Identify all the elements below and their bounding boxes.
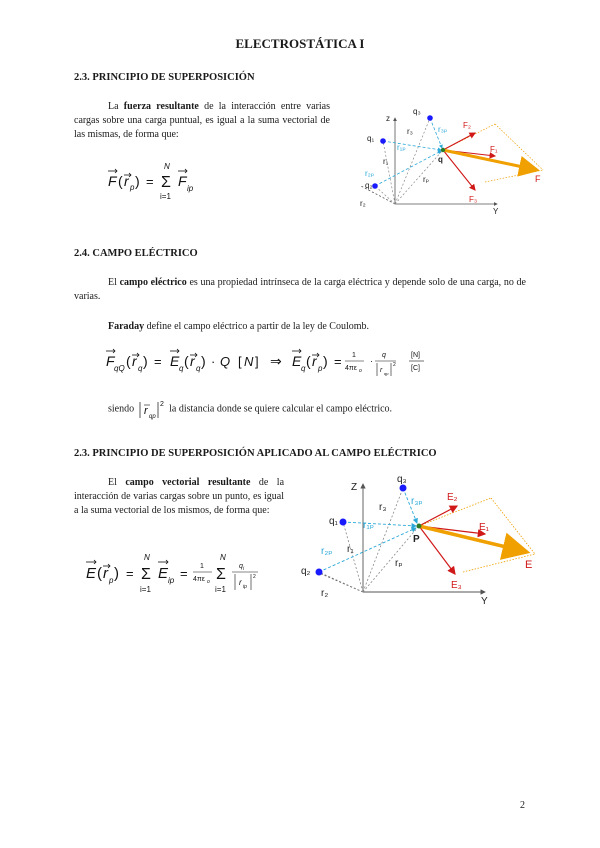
- label-r1p: r₁ₚ: [363, 520, 374, 531]
- svg-text:ip: ip: [187, 184, 194, 193]
- label-r1p: r₁ₚ: [397, 143, 406, 152]
- svg-text:N: N: [220, 553, 226, 562]
- svg-text:=: =: [146, 174, 154, 189]
- svg-text:r: r: [380, 367, 383, 374]
- svg-text:i=1: i=1: [160, 192, 171, 201]
- svg-text:1: 1: [200, 563, 204, 570]
- paragraph-faraday: Faraday define el campo eléctrico a partir de la ley de Coulomb.: [108, 321, 370, 332]
- units-numerator: [N]: [411, 352, 420, 359]
- label-r2p: r₂ₚ: [365, 169, 375, 178]
- label-f: F: [535, 174, 541, 184]
- charge-q1-dot: [340, 519, 347, 526]
- svg-text:·: ·: [211, 354, 216, 369]
- label-y: Y: [493, 207, 499, 216]
- section-heading-superposicion-campo: 2.3. PRINCIPIO DE SUPERPOSICIÓN APLICADO AL CAMPO ELÉCTRICO: [74, 448, 437, 459]
- label-q3: q₃: [397, 474, 407, 485]
- svg-text:Σ: Σ: [141, 566, 151, 583]
- svg-text:): ): [323, 353, 328, 369]
- diagram-fuerzas-superposicion: [355, 104, 545, 216]
- svg-text:r: r: [132, 353, 137, 369]
- section-heading-campo-electrico: 2.4. CAMPO ELÉCTRICO: [74, 248, 198, 259]
- label-r2: r₂: [360, 199, 366, 208]
- svg-text:o: o: [207, 579, 210, 585]
- label-e2: E₂: [447, 492, 458, 503]
- svg-text:q: q: [382, 352, 386, 359]
- charge-q2-dot: [372, 183, 378, 189]
- label-r1: r₁: [347, 544, 354, 555]
- label-r2: r₂: [321, 588, 329, 599]
- svg-text:4πε: 4πε: [193, 576, 205, 583]
- label-q1: q₁: [329, 516, 338, 527]
- svg-text:E: E: [158, 565, 169, 582]
- svg-text:): ): [201, 353, 206, 369]
- svg-text:(: (: [97, 565, 102, 582]
- svg-text:·: ·: [370, 356, 373, 366]
- label-r3: r₃: [379, 502, 387, 513]
- svg-text:ip: ip: [243, 584, 247, 590]
- charge-q2-dot: [316, 569, 323, 576]
- svg-text:Q: Q: [220, 354, 231, 369]
- svg-text:(: (: [126, 353, 131, 369]
- formula-modulo-r: [137, 398, 167, 420]
- svg-text:q: q: [196, 364, 201, 373]
- paragraph-campo-vectorial: El campo vectorial resultante de la interacción de varias cargas sobre un punto, es igual a la suma vectorial de los mismos, de forma que:: [74, 477, 285, 516]
- svg-text:r: r: [312, 353, 317, 369]
- formula-campo-coulomb: [104, 340, 444, 386]
- svg-text:r: r: [124, 173, 129, 189]
- svg-text:F: F: [178, 173, 187, 189]
- svg-text:ip: ip: [168, 576, 175, 585]
- svg-text:2: 2: [253, 574, 256, 580]
- svg-text:4πε: 4πε: [345, 365, 357, 372]
- svg-text:N: N: [164, 162, 170, 171]
- svg-text:E: E: [292, 353, 302, 369]
- svg-text:]: ]: [255, 354, 259, 369]
- svg-text:Σ: Σ: [216, 566, 226, 583]
- svg-text:2: 2: [159, 401, 164, 408]
- svg-text:i=1: i=1: [140, 585, 151, 594]
- label-y: Y: [481, 596, 488, 607]
- label-e3: E₃: [451, 580, 462, 591]
- label-r2p: r₂ₚ: [321, 546, 333, 557]
- label-f2: F₂: [463, 121, 471, 130]
- svg-text:[: [: [238, 354, 242, 369]
- formula-fuerza-suma: [104, 158, 224, 204]
- charge-q3-dot: [427, 115, 433, 121]
- svg-text:1: 1: [352, 352, 356, 359]
- svg-text:p: p: [109, 576, 114, 585]
- point-p-dot: [417, 524, 422, 529]
- svg-text:): ): [143, 353, 148, 369]
- svg-text:qp: qp: [384, 371, 389, 376]
- svg-text:=: =: [180, 566, 188, 581]
- svg-text:N: N: [244, 354, 254, 369]
- svg-text:=: =: [154, 354, 162, 369]
- svg-text:r: r: [103, 565, 108, 582]
- svg-text:F: F: [106, 353, 115, 369]
- svg-text:): ): [114, 565, 119, 582]
- label-f3: F₃: [469, 195, 478, 204]
- label-q3: q₃: [413, 107, 421, 116]
- label-q: q: [438, 155, 443, 164]
- formula-campo-suma: [84, 548, 284, 600]
- svg-text:(: (: [306, 353, 311, 369]
- svg-text:q: q: [179, 364, 184, 373]
- svg-text:F: F: [108, 173, 117, 189]
- svg-text:i=1: i=1: [215, 585, 226, 594]
- svg-text:q: q: [239, 563, 243, 570]
- label-z: z: [386, 114, 390, 123]
- svg-text:q: q: [138, 364, 143, 373]
- label-e: E: [525, 559, 533, 571]
- svg-text:E: E: [170, 353, 180, 369]
- svg-text:i: i: [243, 566, 245, 572]
- svg-text:⇒: ⇒: [270, 353, 282, 369]
- label-q2: q₂: [301, 566, 311, 577]
- svg-text:(: (: [184, 353, 189, 369]
- svg-text:p: p: [318, 364, 323, 373]
- svg-text:r: r: [190, 353, 195, 369]
- label-rp: rₚ: [395, 558, 403, 569]
- svg-text:=: =: [334, 354, 342, 369]
- svg-text:qQ: qQ: [114, 364, 125, 373]
- label-f1: F₁: [490, 145, 498, 154]
- charge-q3-dot: [400, 485, 407, 492]
- label-e1: E₁: [479, 522, 490, 533]
- svg-text:): ): [135, 173, 140, 189]
- units-denominator: [C]: [411, 365, 420, 372]
- svg-text:o: o: [359, 368, 362, 374]
- label-r3p: r₃ₚ: [438, 125, 448, 134]
- svg-text:Σ: Σ: [161, 174, 171, 191]
- svg-text:r: r: [143, 405, 148, 417]
- label-p: P: [413, 534, 420, 545]
- svg-text:=: =: [126, 566, 134, 581]
- charge-q1-dot: [380, 138, 386, 144]
- paragraph-fuerza-resultante: La fuerza resultante de la interacción entre varias cargas sobre una carga puntual, es igual a la suma vectorial de las mismas, de forma que:: [74, 101, 331, 140]
- paragraph-siendo: siendo r qp 2 la distancia donde se quiere calcular el campo eléctrico.: [108, 398, 392, 420]
- diagram-campo-superposicion: [295, 470, 545, 610]
- label-r3: r₃: [407, 127, 413, 136]
- svg-text:(: (: [118, 173, 123, 189]
- svg-text:N: N: [144, 553, 150, 562]
- label-q1: q₁: [367, 134, 375, 143]
- page-title: ELECTROSTÁTICA I: [235, 36, 365, 51]
- svg-text:p: p: [130, 183, 135, 192]
- label-q2: q₂: [365, 181, 373, 190]
- svg-text:E: E: [86, 565, 97, 582]
- page-number: 2: [520, 800, 525, 811]
- label-z: Z: [351, 482, 358, 493]
- svg-text:qp: qp: [148, 414, 156, 420]
- label-rp: rₚ: [423, 175, 430, 184]
- svg-text:r: r: [239, 578, 242, 587]
- label-r3p: r₃ₚ: [411, 496, 423, 507]
- svg-text:2: 2: [393, 362, 396, 368]
- charge-q-dot: [441, 148, 445, 152]
- svg-text:q: q: [301, 364, 306, 373]
- label-r1: r₁: [383, 157, 389, 166]
- section-heading-superposicion: 2.3. PRINCIPIO DE SUPERPOSICIÓN: [74, 72, 255, 83]
- paragraph-campo-electrico: El campo eléctrico es una propiedad intrínseca de la carga eléctrica y depende solo de una carga, no de varias.: [74, 277, 526, 302]
